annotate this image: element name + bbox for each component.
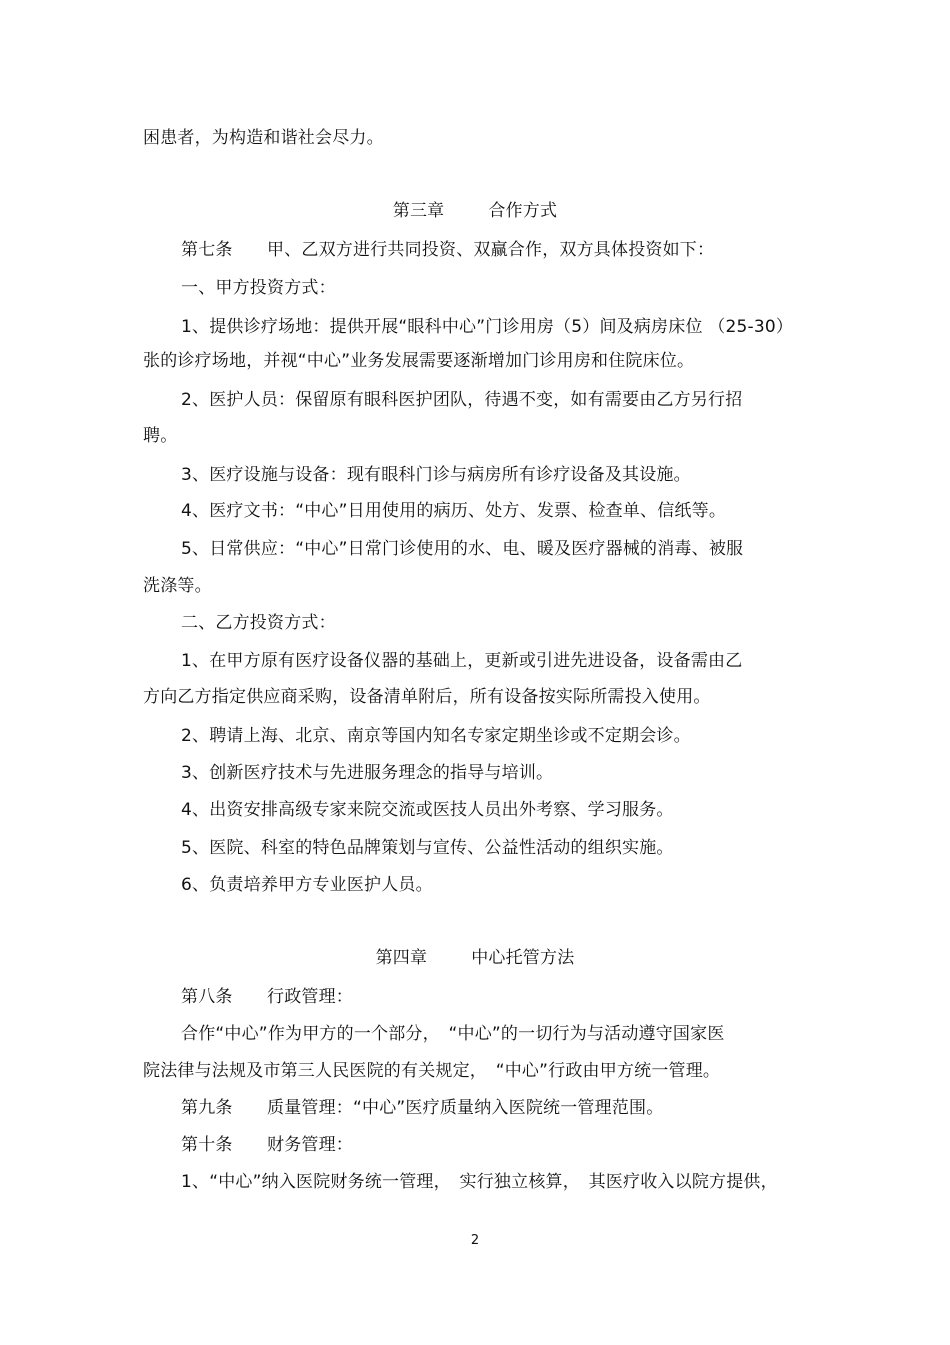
article-line: 第九条 质量管理：“中心”医疗质量纳入医院统一管理范围。	[181, 1098, 664, 1118]
paragraph-line: 2、医护人员：保留原有眼科医护团队，待遇不变，如有需要由乙方另行招	[181, 390, 743, 410]
paragraph-line: 1、在甲方原有医疗设备仪器的基础上，更新或引进先进设备，设备需由乙	[181, 651, 743, 671]
chapter-number: 第四章	[375, 948, 428, 968]
section-heading: 二、乙方投资方式：	[181, 613, 336, 633]
paragraph-line: 张的诊疗场地，并视“中心”业务发展需要逐渐增加门诊用房和住院床位。	[143, 351, 695, 371]
paragraph-line: 洗涤等。	[143, 576, 212, 596]
paragraph-line: 3、创新医疗技术与先进服务理念的指导与培训。	[181, 763, 554, 783]
paragraph-line: 1、提供诊疗场地：提供开展“眼科中心”门诊用房（5）间及病房床位 （25-30）	[181, 317, 794, 337]
paragraph-line: 5、医院、科室的特色品牌策划与宣传、公益性活动的组织实施。	[181, 838, 674, 858]
chapter-heading	[0, 946, 950, 970]
paragraph-line: 4、出资安排高级专家来院交流或医技人员出外考察、学习服务。	[181, 800, 674, 820]
paragraph-line: 困患者，为构造和谐社会尽力。	[143, 128, 384, 148]
paragraph-line: 3、医疗设施与设备：现有眼科门诊与病房所有诊疗设备及其设施。	[181, 465, 691, 485]
paragraph-line: 院法律与法规及市第三人民医院的有关规定， “中心”行政由甲方统一管理。	[143, 1061, 721, 1081]
paragraph-line: 方向乙方指定供应商采购，设备清单附后，所有设备按实际所需投入使用。	[143, 687, 711, 707]
article-line: 第十条 财务管理：	[181, 1135, 353, 1155]
chapter-heading	[0, 199, 950, 223]
article-line: 第八条 行政管理：	[181, 987, 353, 1007]
section-heading: 一、甲方投资方式：	[181, 278, 336, 298]
chapter-title: 中心托管方法	[471, 948, 575, 968]
paragraph-line: 5、日常供应：“中心”日常门诊使用的水、电、暖及医疗器械的消毒、被服	[181, 539, 744, 559]
article-line: 第七条 甲、乙双方进行共同投资、双赢合作，双方具体投资如下：	[181, 240, 715, 260]
page-number: 2	[470, 1233, 480, 1248]
paragraph-line: 合作“中心”作为甲方的一个部分， “中心”的一切行为与活动遵守国家医	[181, 1024, 725, 1044]
paragraph-line: 4、医疗文书：“中心”日用使用的病历、处方、发票、检查单、信纸等。	[181, 501, 727, 521]
paragraph-line: 聘。	[143, 426, 178, 446]
chapter-title: 合作方式	[488, 201, 558, 221]
paragraph-line: 2、聘请上海、北京、南京等国内知名专家定期坐诊或不定期会诊。	[181, 726, 691, 746]
paragraph-line: 6、负责培养甲方专业医护人员。	[181, 875, 433, 895]
paragraph-line: 1、“中心”纳入医院财务统一管理， 实行独立核算， 其医疗收入以院方提供，	[181, 1172, 778, 1192]
chapter-number: 第三章	[392, 201, 445, 221]
